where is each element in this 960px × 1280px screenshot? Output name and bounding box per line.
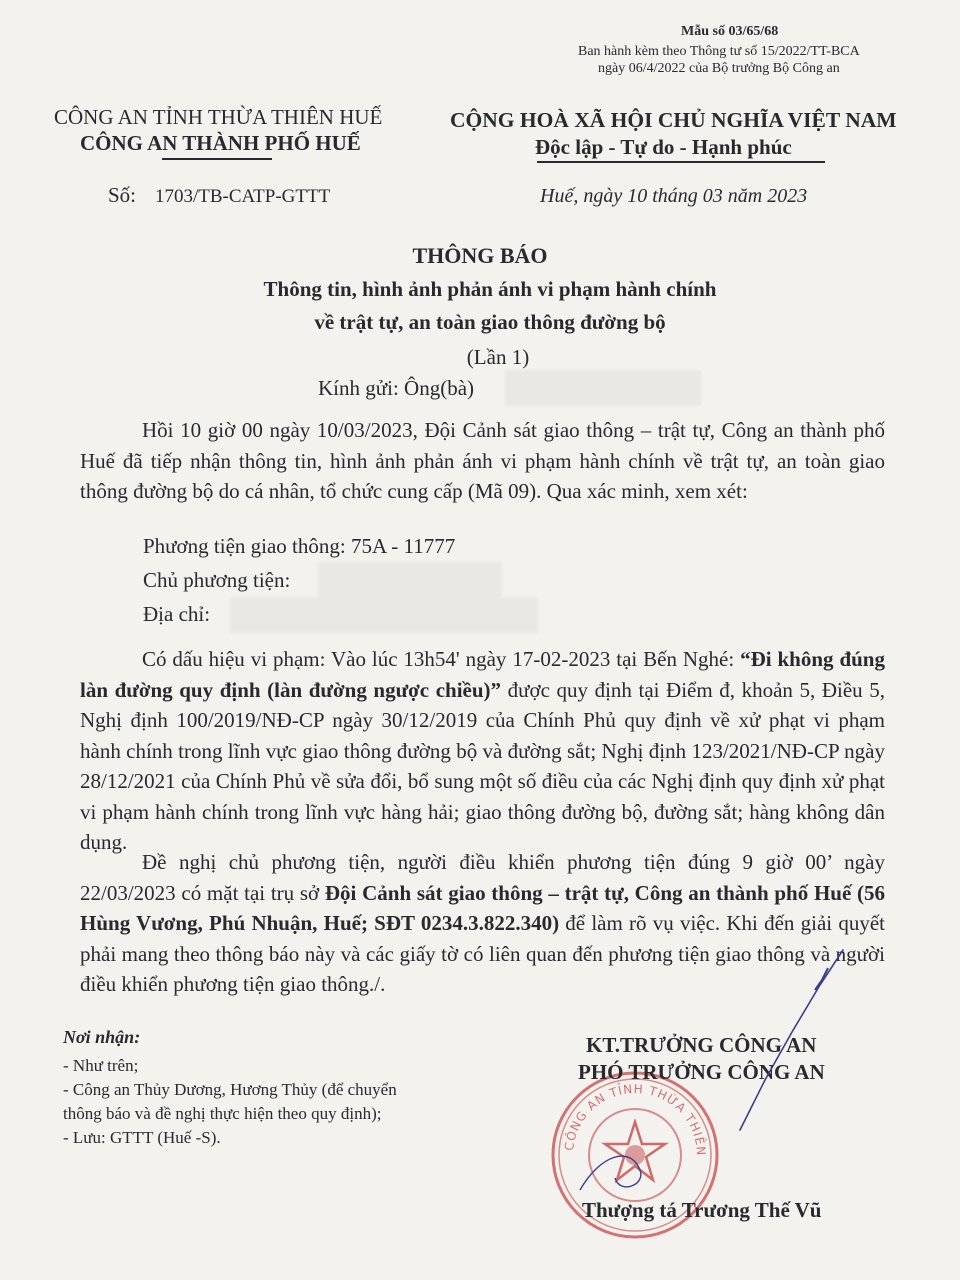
nation-motto: Độc lập - Tự do - Hạnh phúc [535, 135, 792, 159]
request-rest: để làm rõ vụ việc. Khi đến giải quyết phải mang theo thông báo này và các giấy tờ có liên quan đến phương tiện giao thông và người điều khiển phương tiện giao thông./. [80, 911, 885, 996]
notice-subtitle-2: về trật tự, an toàn giao thông đường bộ [314, 310, 666, 334]
request-prefix: Đề nghị chủ phương tiện, người điều khiển phương tiện đúng 9 giờ 00’ ngày 22/03/2023 có mặt tại trụ sở [80, 850, 885, 905]
owner-label: Chủ phương tiện: [143, 568, 291, 592]
motto-underline [537, 161, 825, 163]
vehicle-plate: Phương tiện giao thông: 75A - 11777 [143, 534, 456, 558]
notice-subtitle-1: Thông tin, hình ảnh phản ánh vi phạm hành chính [263, 277, 717, 301]
recipients-line-4: - Lưu: GTTT (Huế -S). [63, 1128, 221, 1147]
paragraph-violation [80, 644, 885, 858]
paragraph-intro-text: Hồi 10 giờ 00 ngày 10/03/2023, Đội Cảnh sát giao thông – trật tự, Công an thành phố Huế đã tiếp nhận thông tin, hình ảnh phản ánh vi phạm hành chính về trật tự, an toàn giao thông đường bộ do cá nhân, tổ chức cung cấp (Mã 09). Qua xác minh, xem xét: [80, 418, 885, 503]
redacted-address [230, 597, 538, 633]
document-number-label: Số: [108, 183, 137, 207]
signer-name: Thượng tá Trương Thế Vũ [582, 1198, 822, 1222]
handwritten-signature [560, 940, 940, 1210]
request-office: Đội Cảnh sát giao thông – trật tự, Công an thành phố Huế (56 Hùng Vương, Phú Nhuận, Huế; SĐT 0234.3.822.340) [80, 880, 885, 935]
recipients-line-1: - Như trên; [63, 1056, 139, 1075]
recipients-line-2: - Công an Thủy Dương, Hương Thủy (để chuyển [63, 1080, 397, 1099]
document-number: 1703/TB-CATP-GTTT [155, 186, 331, 207]
violation-description: “Đi không đúng làn đường quy định (làn đường ngược chiều)” [80, 647, 885, 702]
paragraph-intro [80, 415, 885, 507]
agency-underline [162, 158, 272, 160]
place-date: Huế, ngày 10 tháng 03 năm 2023 [540, 185, 808, 207]
agency-parent: CÔNG AN TỈNH THỪA THIÊN HUẾ [54, 105, 383, 129]
signer-role-2: PHÓ TRƯỞNG CÔNG AN [578, 1060, 825, 1084]
signer-role-1: KT.TRƯỞNG CÔNG AN [586, 1033, 817, 1057]
notice-round: (Lần 1) [466, 345, 530, 369]
recipient-label: Kính gửi: Ông(bà) [318, 376, 475, 400]
nation-name: CỘNG HOÀ XÃ HỘI CHỦ NGHĨA VIỆT NAM [450, 108, 897, 132]
seal-text: CÔNG AN TỈNH THỪA THIÊN HUẾ [539, 1049, 709, 1157]
violation-prefix: Có dấu hiệu vi phạm: Vào lúc 13h54' ngày 17-02-2023 tại Bến Nghé: [142, 647, 741, 671]
recipients-title: Nơi nhận: [63, 1027, 141, 1047]
violation-legal-basis: được quy định tại Điểm đ, khoản 5, Điều 5, Nghị định 100/2019/NĐ-CP ngày 30/12/2019 của Chính Phủ quy định về xử phạt vi phạm hành chính trong lĩnh vực giao thông đường bộ và đường sắt; Nghị định 123/2021/NĐ-CP ngày 28/12/2021 của Chính Phủ về sửa đổi, bổ sung một số điều của các Nghị định quy định xử phạt vi phạm hành chính trong lĩnh vực hàng hải; giao thông đường bộ, đường sắt; hàng không dân dụng. [80, 677, 885, 854]
redacted-owner [318, 562, 502, 598]
address-label: Địa chỉ: [143, 602, 211, 626]
form-issued-line1: Ban hành kèm theo Thông tư số 15/2022/TT-BCA [578, 44, 860, 59]
notice-title: THÔNG BÁO [412, 243, 548, 268]
recipients-line-3: thông báo và đề nghị thực hiện theo quy định); [63, 1104, 382, 1123]
form-code: Mẫu số 03/65/68 [681, 24, 779, 39]
redacted-recipient [505, 370, 701, 406]
form-issued-line2: ngày 06/4/2022 của Bộ trưởng Bộ Công an [598, 61, 840, 76]
agency-name: CÔNG AN THÀNH PHỐ HUẾ [80, 131, 361, 155]
